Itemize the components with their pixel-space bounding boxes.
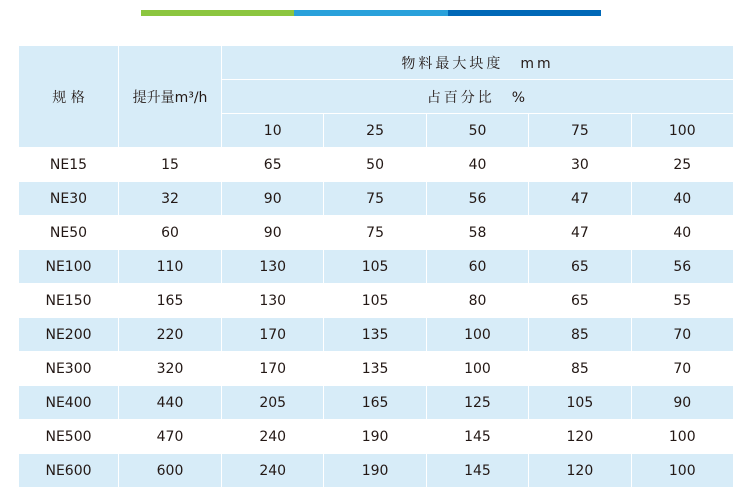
- cell-capacity: 320: [119, 352, 222, 386]
- cell-percentage: 190: [324, 454, 426, 488]
- cell-percentage: 56: [426, 182, 528, 216]
- table-row: [19, 148, 734, 182]
- cell-percentage: 70: [631, 352, 733, 386]
- accent-segment-lightblue: [294, 10, 447, 16]
- cell-capacity: 220: [119, 318, 222, 352]
- cell-percentage: 65: [529, 284, 631, 318]
- cell-percentage: 47: [529, 182, 631, 216]
- cell-model: NE50: [19, 216, 119, 250]
- cell-percentage: 40: [631, 216, 733, 250]
- table-row: [19, 216, 734, 250]
- table-row: [19, 284, 734, 318]
- table-row: [19, 386, 734, 420]
- cell-percentage: 205: [222, 386, 324, 420]
- size-column-header: 100: [631, 114, 733, 148]
- cell-percentage: 75: [324, 216, 426, 250]
- cell-percentage: 30: [529, 148, 631, 182]
- cell-capacity: 60: [119, 216, 222, 250]
- cell-percentage: 135: [324, 318, 426, 352]
- cell-model: NE600: [19, 454, 119, 488]
- cell-percentage: 58: [426, 216, 528, 250]
- cell-percentage: 55: [631, 284, 733, 318]
- cell-percentage: 105: [324, 284, 426, 318]
- cell-percentage: 145: [426, 454, 528, 488]
- header-capacity: 提升量m³/h: [119, 46, 222, 148]
- size-column-header: 50: [426, 114, 528, 148]
- table-row: [19, 420, 734, 454]
- cell-percentage: 120: [529, 454, 631, 488]
- cell-percentage: 240: [222, 420, 324, 454]
- cell-percentage: 70: [631, 318, 733, 352]
- size-column-header: 75: [529, 114, 631, 148]
- cell-percentage: 25: [631, 148, 733, 182]
- cell-percentage: 100: [631, 420, 733, 454]
- table-row: [19, 352, 734, 386]
- cell-percentage: 100: [426, 352, 528, 386]
- cell-percentage: 56: [631, 250, 733, 284]
- cell-capacity: 32: [119, 182, 222, 216]
- cell-percentage: 125: [426, 386, 528, 420]
- cell-percentage: 100: [631, 454, 733, 488]
- cell-capacity: 165: [119, 284, 222, 318]
- cell-percentage: 90: [222, 216, 324, 250]
- cell-percentage: 170: [222, 318, 324, 352]
- cell-model: NE15: [19, 148, 119, 182]
- cell-percentage: 75: [324, 182, 426, 216]
- cell-percentage: 85: [529, 352, 631, 386]
- cell-percentage: 145: [426, 420, 528, 454]
- cell-percentage: 85: [529, 318, 631, 352]
- cell-model: NE200: [19, 318, 119, 352]
- cell-percentage: 100: [426, 318, 528, 352]
- cell-percentage: 105: [324, 250, 426, 284]
- header-max-lump-size: 物料最大块度 mm: [222, 46, 734, 80]
- spec-table: [18, 45, 734, 488]
- cell-percentage: 240: [222, 454, 324, 488]
- accent-segment-darkblue: [448, 10, 601, 16]
- table-body: [19, 148, 734, 488]
- table-row: [19, 182, 734, 216]
- cell-capacity: 600: [119, 454, 222, 488]
- cell-model: NE150: [19, 284, 119, 318]
- cell-percentage: 135: [324, 352, 426, 386]
- cell-percentage: 40: [631, 182, 733, 216]
- cell-capacity: 440: [119, 386, 222, 420]
- cell-percentage: 90: [631, 386, 733, 420]
- size-column-header: 25: [324, 114, 426, 148]
- cell-percentage: 60: [426, 250, 528, 284]
- header-spec: 规 格: [19, 46, 119, 148]
- cell-model: NE400: [19, 386, 119, 420]
- table-row: [19, 250, 734, 284]
- cell-model: NE300: [19, 352, 119, 386]
- cell-percentage: 170: [222, 352, 324, 386]
- cell-percentage: 80: [426, 284, 528, 318]
- accent-segment-green: [141, 10, 294, 16]
- cell-capacity: 470: [119, 420, 222, 454]
- cell-model: NE30: [19, 182, 119, 216]
- cell-percentage: 65: [222, 148, 324, 182]
- accent-bar: [141, 10, 601, 16]
- cell-percentage: 130: [222, 250, 324, 284]
- header-percentage: 占百分比 %: [222, 80, 734, 114]
- cell-percentage: 47: [529, 216, 631, 250]
- cell-percentage: 165: [324, 386, 426, 420]
- cell-capacity: 15: [119, 148, 222, 182]
- cell-model: NE100: [19, 250, 119, 284]
- cell-percentage: 120: [529, 420, 631, 454]
- cell-percentage: 40: [426, 148, 528, 182]
- size-column-header: 10: [222, 114, 324, 148]
- cell-percentage: 105: [529, 386, 631, 420]
- cell-percentage: 65: [529, 250, 631, 284]
- cell-model: NE500: [19, 420, 119, 454]
- cell-percentage: 190: [324, 420, 426, 454]
- table-row: [19, 454, 734, 488]
- cell-capacity: 110: [119, 250, 222, 284]
- cell-percentage: 90: [222, 182, 324, 216]
- table-row: [19, 318, 734, 352]
- cell-percentage: 130: [222, 284, 324, 318]
- cell-percentage: 50: [324, 148, 426, 182]
